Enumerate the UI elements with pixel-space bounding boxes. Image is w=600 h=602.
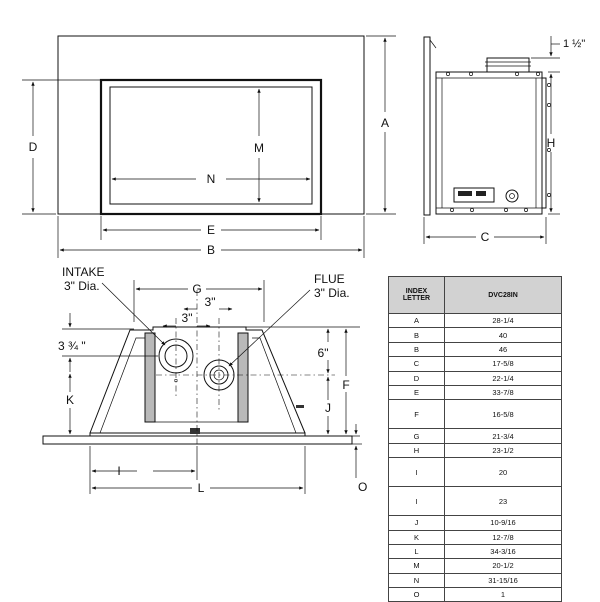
dimension-value-cell: 17-5/8 <box>445 357 562 371</box>
label-C: C <box>480 230 490 244</box>
index-letter-cell: I <box>389 458 445 487</box>
dimension-value-cell: 31-15/16 <box>445 573 562 587</box>
dimension-value-cell: 22-1/4 <box>445 371 562 385</box>
dim-3-3-4: 3 ¾ " <box>58 339 86 353</box>
label-G: G <box>192 282 202 296</box>
index-letter-cell: L <box>389 544 445 558</box>
label-F: F <box>342 378 350 392</box>
flue-label: FLUE <box>314 272 345 286</box>
table-row <box>389 443 562 457</box>
dimension-value-cell: 1 <box>445 588 562 602</box>
surround-panel <box>58 36 364 214</box>
label-K: K <box>65 393 75 407</box>
dim-3-upper: 3" <box>204 295 216 309</box>
index-letter-cell: A <box>389 314 445 328</box>
flue-dia: 3" Dia. <box>314 286 350 300</box>
table-row <box>389 385 562 399</box>
table-row <box>389 314 562 328</box>
dimension-value-cell: 33-7/8 <box>445 385 562 399</box>
label-O: O <box>358 480 368 494</box>
index-letter-cell: O <box>389 588 445 602</box>
dimension-value-cell: 12-7/8 <box>445 530 562 544</box>
index-letter-cell: I <box>389 487 445 516</box>
index-letter-cell: C <box>389 357 445 371</box>
header-letter-word: LETTER <box>402 295 431 302</box>
index-letter-cell: G <box>389 429 445 443</box>
label-A: A <box>380 116 390 130</box>
dimension-value-cell: 20-1/2 <box>445 559 562 573</box>
table-header-row <box>389 277 562 314</box>
header-model: DVC28IN <box>445 277 562 314</box>
label-J: J <box>325 401 331 415</box>
svg-text:¤: ¤ <box>174 378 178 385</box>
dimension-value-cell: 16-5/8 <box>445 400 562 429</box>
header-index-letter <box>389 277 445 314</box>
table-row <box>389 516 562 530</box>
label-E: E <box>206 223 216 237</box>
dimension-value-cell: 40 <box>445 328 562 342</box>
dimension-value-cell: 20 <box>445 458 562 487</box>
table-row <box>389 328 562 342</box>
table-row <box>389 400 562 429</box>
intake-dia: 3" Dia. <box>64 279 100 293</box>
table-row <box>389 458 562 487</box>
firebox-outer-frame <box>101 80 321 214</box>
label-L: L <box>197 481 205 495</box>
table-row <box>389 371 562 385</box>
label-D: D <box>28 140 38 154</box>
top-front-panel <box>43 436 352 444</box>
index-letter-cell: K <box>389 530 445 544</box>
intake-label: INTAKE <box>62 265 105 279</box>
index-letter-cell: D <box>389 371 445 385</box>
label-N: N <box>206 172 216 186</box>
dimension-value-cell: 34-3/16 <box>445 544 562 558</box>
label-B: B <box>206 243 216 257</box>
side-front-panel <box>424 37 430 215</box>
index-letter-cell: N <box>389 573 445 587</box>
table-row <box>389 429 562 443</box>
index-letter-cell: M <box>389 559 445 573</box>
index-letter-cell: B <box>389 328 445 342</box>
dimension-value-cell: 28-1/4 <box>445 314 562 328</box>
dimension-value-cell: 21-3/4 <box>445 429 562 443</box>
index-letter-cell: H <box>389 443 445 457</box>
firebox-glass <box>110 87 312 204</box>
label-H: H <box>546 136 556 150</box>
table-row <box>389 544 562 558</box>
dimension-table <box>388 276 562 602</box>
table-row <box>389 487 562 516</box>
dim-3-lower: 3" <box>181 311 193 325</box>
front-view <box>22 36 396 258</box>
table-row <box>389 342 562 356</box>
header-index-word: INDEX <box>405 288 428 295</box>
index-letter-cell: E <box>389 385 445 399</box>
table-row <box>389 357 562 371</box>
index-letter-cell: B <box>389 342 445 356</box>
side-view <box>424 36 585 244</box>
side-body <box>436 72 542 214</box>
label-M: M <box>254 141 264 155</box>
table-row <box>389 559 562 573</box>
table-row <box>389 530 562 544</box>
dimension-value-cell: 46 <box>445 342 562 356</box>
dim-6: 6" <box>317 346 329 360</box>
dim-1-1-2: 1 ½" <box>563 38 586 50</box>
label-I: I <box>117 464 121 478</box>
index-letter-cell: F <box>389 400 445 429</box>
table-row <box>389 573 562 587</box>
top-view <box>43 265 367 495</box>
firebox-body <box>90 327 305 433</box>
dimension-value-cell: 10-9/16 <box>445 516 562 530</box>
dimension-value-cell: 23-1/2 <box>445 443 562 457</box>
vent-collar <box>487 58 529 72</box>
dimension-value-cell: 23 <box>445 487 562 516</box>
index-letter-cell: J <box>389 516 445 530</box>
